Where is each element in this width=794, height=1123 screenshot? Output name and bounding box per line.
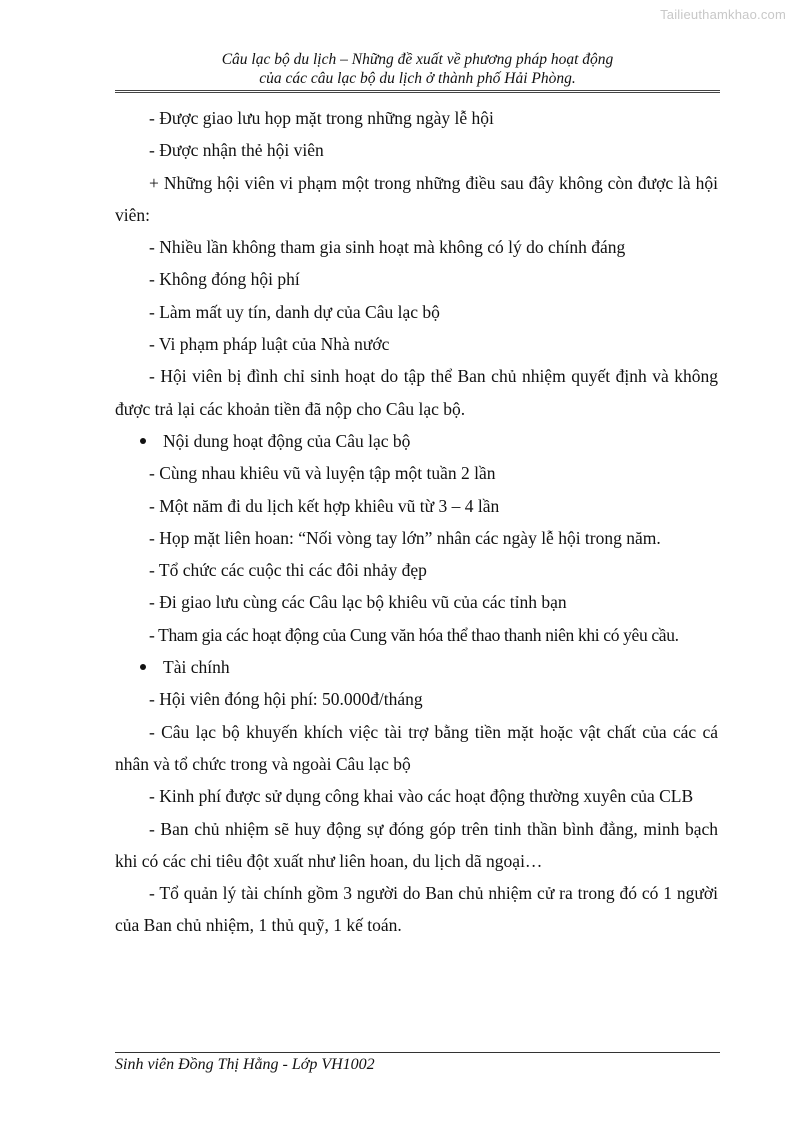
- section-heading-text: Nội dung hoạt động của Câu lạc bộ: [163, 430, 411, 451]
- document-body: [115, 102, 718, 942]
- list-item: - Kinh phí được sử dụng công khai vào các hoạt động thường xuyên của CLB: [149, 786, 694, 807]
- paragraph: - Được nhận thẻ hội viên: [149, 140, 324, 161]
- list-item: - Câu lạc bộ khuyến khích việc tài trợ bằng tiền mặt hoặc vật chất của các cá nhân và tổ chức trong và ngoài Câu lạc bộ: [115, 721, 718, 774]
- paragraph: - Không đóng hội phí: [149, 269, 300, 290]
- bullet-icon: [140, 438, 146, 444]
- paragraph: - Nhiều lần không tham gia sinh hoạt mà không có lý do chính đáng: [149, 237, 626, 258]
- list-item: - Hội viên đóng hội phí: 50.000đ/tháng: [149, 689, 423, 710]
- header-divider: [115, 90, 720, 93]
- paragraph: - Hội viên bị đình chỉ sinh hoạt do tập thể Ban chủ nhiệm quyết định và không được trả lại các khoản tiền đã nộp cho Câu lạc bộ.: [115, 366, 718, 419]
- list-item: - Một năm đi du lịch kết hợp khiêu vũ từ 3 – 4 lần: [149, 495, 500, 516]
- list-item: - Tham gia các hoạt động của Cung văn hóa thể thao thanh niên khi có yêu cầu.: [149, 624, 679, 645]
- section-heading-finance: [115, 651, 718, 683]
- page-footer: Sinh viên Đồng Thị Hằng - Lớp VH1002: [115, 1056, 375, 1073]
- list-item: - Họp mặt liên hoan: “Nối vòng tay lớn” nhân các ngày lễ hội trong năm.: [149, 527, 661, 548]
- section-heading-text: Tài chính: [163, 657, 230, 678]
- header-line-1: Câu lạc bộ du lịch – Những đề xuất về phương pháp hoạt động: [221, 51, 614, 68]
- list-item: - Cùng nhau khiêu vũ và luyện tập một tuần 2 lần: [149, 463, 496, 484]
- list-item: - Tổ chức các cuộc thi các đôi nhảy đẹp: [149, 560, 427, 581]
- list-item: - Đi giao lưu cùng các Câu lạc bộ khiêu vũ của các tỉnh bạn: [149, 592, 567, 613]
- list-item: - Tổ quản lý tài chính gồm 3 người do Ban chủ nhiệm cử ra trong đó có 1 người của Ban chủ nhiệm, 1 thủ quỹ, 1 kế toán.: [115, 883, 718, 936]
- bullet-icon: [140, 664, 146, 670]
- page-header: [115, 50, 720, 88]
- paragraph: - Làm mất uy tín, danh dự của Câu lạc bộ: [149, 301, 440, 322]
- watermark: Tailieuthamkhao.com: [660, 7, 786, 22]
- section-heading-activities: [115, 425, 718, 457]
- header-line-2: của các câu lạc bộ du lịch ở thành phố Hải Phòng.: [259, 70, 576, 87]
- paragraph: - Vi phạm pháp luật của Nhà nước: [149, 334, 390, 355]
- list-item: - Ban chủ nhiệm sẽ huy động sự đóng góp trên tinh thần bình đẳng, minh bạch khi có các chi tiêu đột xuất như liên hoan, du lịch dã ngoại…: [115, 818, 718, 871]
- paragraph: - Được giao lưu họp mặt trong những ngày lễ hội: [149, 108, 494, 128]
- paragraph: + Những hội viên vi phạm một trong những điều sau đây không còn được là hội viên:: [115, 172, 718, 225]
- footer-divider: [115, 1052, 720, 1053]
